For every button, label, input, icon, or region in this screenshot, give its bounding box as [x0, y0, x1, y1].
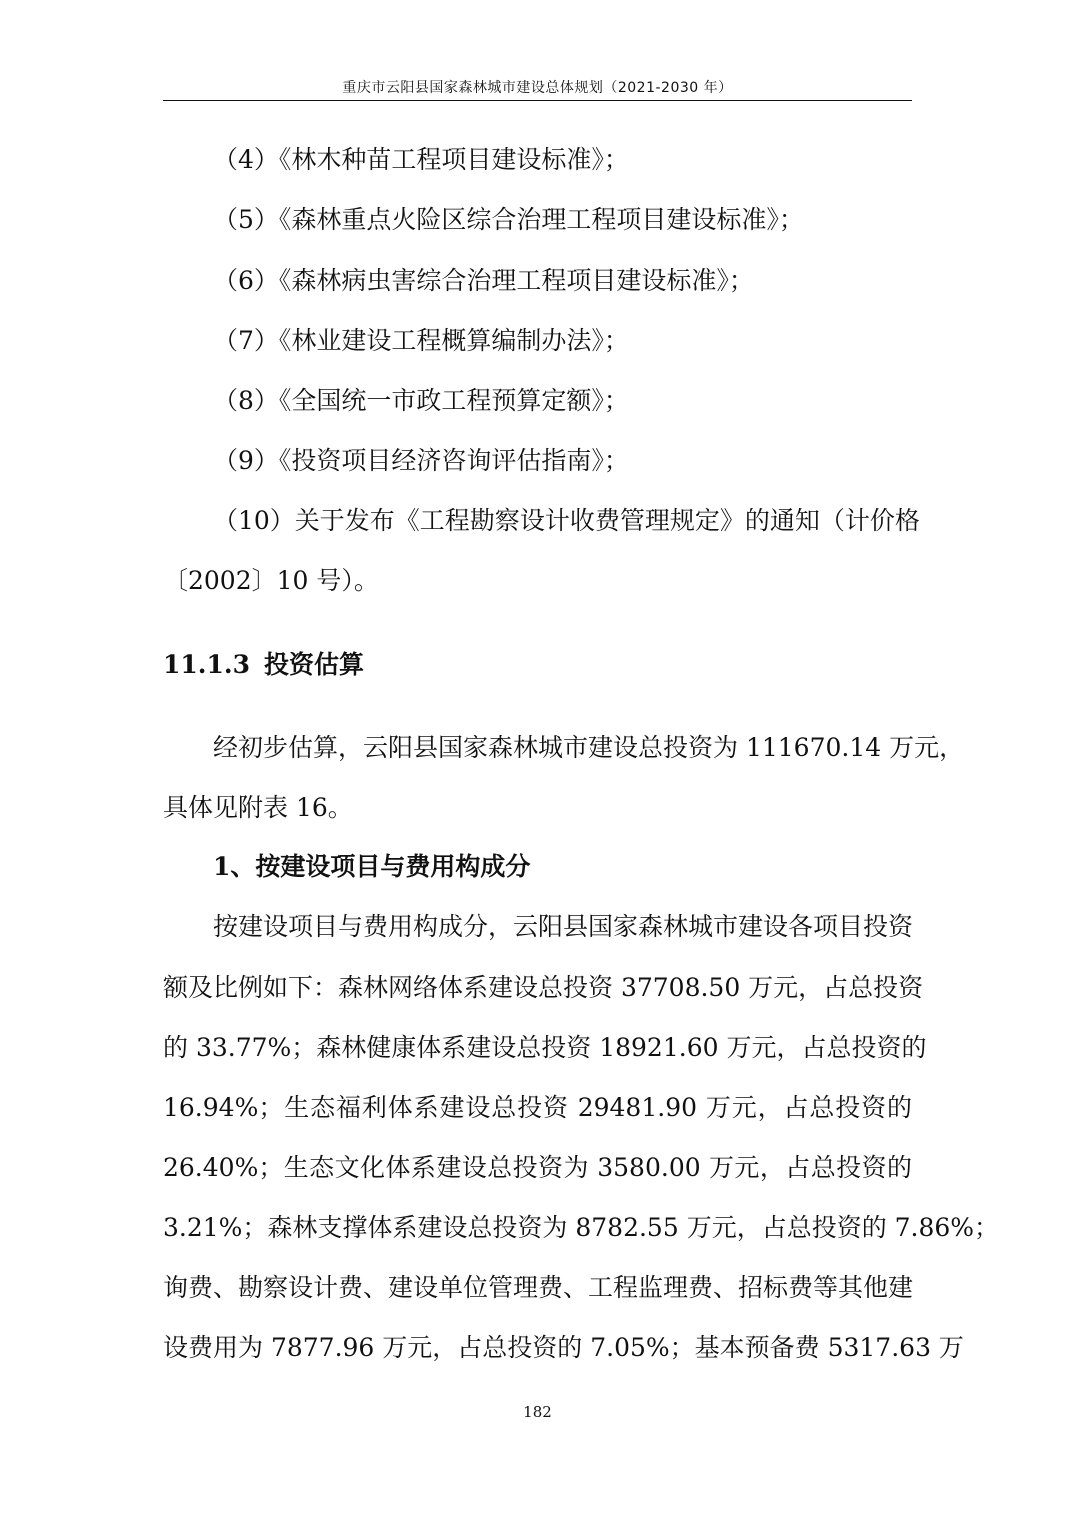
subsection-heading: 1、按建设项目与费用构成分: [213, 852, 531, 881]
intro-line-2: 具体见附表 16。: [163, 793, 353, 822]
reference-item-7: （7）《林业建设工程概算编制办法》；: [213, 326, 629, 355]
reference-item-5: （5）《森林重点火险区综合治理工程项目建设标准》；: [213, 205, 804, 234]
body-line-1: 按建设项目与费用构成分，云阳县国家森林城市建设各项目投资: [213, 912, 914, 941]
body-line-4: 16.94%；生态福利体系建设总投资 29481.90 万元，占总投资的: [163, 1093, 912, 1122]
intro-line-1: 经初步估算，云阳县国家森林城市建设总投资为 111670.14 万元，: [213, 733, 965, 762]
page-number: 182: [523, 1403, 552, 1421]
body-line-5: 26.40%；生态文化体系建设总投资为 3580.00 万元，占总投资的: [163, 1153, 912, 1182]
reference-item-6: （6）《森林病虫害综合治理工程项目建设标准》；: [213, 266, 754, 295]
body-line-3: 的 33.77%；森林健康体系建设总投资 18921.60 万元，占总投资的: [163, 1033, 927, 1062]
reference-item-8: （8）《全国统一市政工程预算定额》；: [213, 386, 629, 415]
body-line-8: 设费用为 7877.96 万元，占总投资的 7.05%；基本预备费 5317.63 万: [163, 1333, 964, 1362]
header-rule: [163, 100, 912, 101]
reference-item-10-line-2: 〔2002〕10 号）。: [163, 566, 379, 595]
reference-item-4: （4）《林木种苗工程项目建设标准》；: [213, 145, 629, 174]
reference-item-9: （9）《投资项目经济咨询评估指南》；: [213, 446, 629, 475]
body-line-2: 额及比例如下：森林网络体系建设总投资 37708.50 万元，占总投资: [163, 973, 924, 1002]
body-line-7: 询费、勘察设计费、建设单位管理费、工程监理费、招标费等其他建: [163, 1273, 914, 1302]
body-line-6: 3.21%；森林支撑体系建设总投资为 8782.55 万元，占总投资的 7.86%；: [163, 1213, 1000, 1242]
section-heading: [163, 643, 364, 687]
page-header: 重庆市云阳县国家森林城市建设总体规划（2021-2030 年）: [342, 80, 733, 96]
section-title: 投资估算: [264, 650, 365, 679]
section-number: 11.1.3: [163, 650, 250, 679]
reference-item-10-line-1: （10）关于发布《工程勘察设计收费管理规定》的通知（计价格: [213, 506, 920, 535]
